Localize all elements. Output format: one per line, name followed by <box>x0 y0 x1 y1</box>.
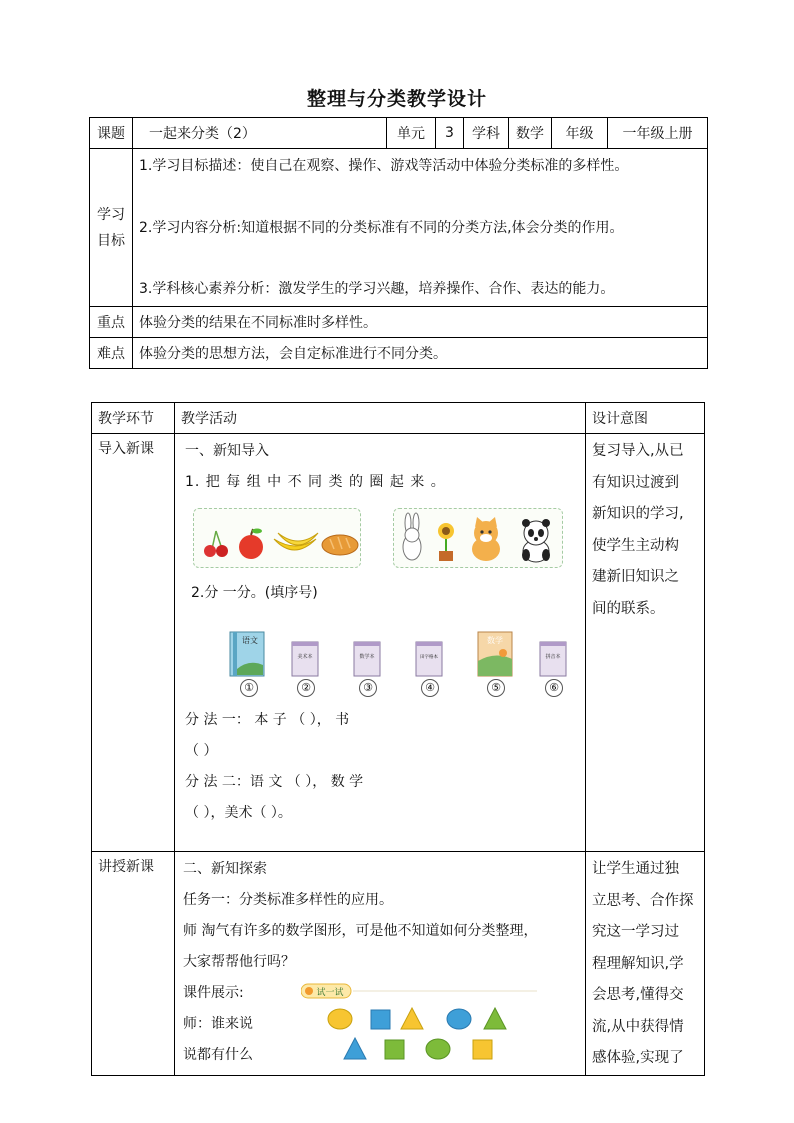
grade-value: 一年级上册 <box>608 118 708 149</box>
yellow-triangle <box>401 1008 423 1029</box>
method-one-line-2: （ ） <box>185 743 218 759</box>
apple-icon <box>239 529 263 560</box>
cherry-icon <box>204 531 228 557</box>
stage-intro: 导入新课 <box>92 434 175 852</box>
subject-value: 数学 <box>509 118 552 149</box>
rabbit-icon <box>403 513 421 560</box>
new-teacher-line-2: 大家帮帮他行吗？ <box>183 954 295 970</box>
method-one-line-1: 分 法 一： 本 子 （ ）， 书 <box>185 712 350 728</box>
sunflower-icon <box>438 523 454 561</box>
topic-label: 课题 <box>90 118 133 149</box>
goals-content <box>133 149 708 307</box>
green-triangle <box>484 1008 506 1029</box>
topic-value: 一起来分类（2） <box>133 118 387 149</box>
difficulty-value: 体验分类的思想方法，会自定标准进行不同分类。 <box>133 338 708 369</box>
books-figure <box>185 625 577 697</box>
yellow-circle <box>328 1009 352 1029</box>
book-label-1: 语文 <box>242 636 258 645</box>
green-square <box>385 1040 404 1059</box>
blue-circle <box>447 1009 471 1029</box>
shapes-figure <box>301 978 545 1070</box>
grid-notebook-icon <box>415 641 443 694</box>
cat-icon <box>472 517 500 561</box>
method-two-line-1: 分 法 二：语 文 （ ）， 数 学 <box>185 774 364 790</box>
lesson-info-table <box>89 117 708 369</box>
key-label: 重点 <box>90 307 133 338</box>
book-num-5: ⑤ <box>487 679 505 697</box>
yellow-square <box>473 1040 492 1059</box>
pinyin-notebook-icon <box>539 641 567 694</box>
goals-label: 学习 目标 <box>90 149 133 307</box>
art-notebook-icon <box>291 641 319 694</box>
food-group-card <box>193 508 361 568</box>
intro-task-1: 1. 把 每 组 中 不 同 类 的 圈 起 来 。 <box>185 474 446 490</box>
math-notebook-icon <box>353 641 381 694</box>
unit-label: 单元 <box>387 118 436 149</box>
new-teacher-line-1: 师 淘气有许多的数学图形，可是他不知道如何分类整理， <box>183 923 538 939</box>
book-label-2: 美术本 <box>297 654 313 660</box>
book-label-6: 拼音本 <box>545 654 561 660</box>
blue-triangle <box>344 1038 366 1059</box>
book-num-2: ② <box>297 679 315 697</box>
header-stage: 教学环节 <box>92 403 175 434</box>
book-label-5: 数学 <box>487 636 503 645</box>
book-num-4: ④ <box>421 679 439 697</box>
book-label-4: 田字格本 <box>420 655 438 660</box>
unit-value: 3 <box>436 118 464 149</box>
header-design: 设计意图 <box>586 403 705 434</box>
header-activity: 教学活动 <box>175 403 586 434</box>
bread-icon <box>322 535 358 555</box>
activity-intro <box>175 434 586 852</box>
circle-items-figure <box>185 508 577 574</box>
teaching-plan-table <box>91 402 705 1076</box>
design-new: 让学生通过独 立思考、合作探 究这一学习过 程理解知识,学 会思考,懂得交 流,从中获得情 感体验,实现了 <box>586 852 705 1076</box>
goal-3: 3.学科核心素养分析：激发学生的学习兴趣，培养操作、合作、表达的能力。 <box>139 281 615 297</box>
stage-new: 讲授新课 <box>92 852 175 1076</box>
difficulty-label: 难点 <box>90 338 133 369</box>
book-num-1: ① <box>240 679 258 697</box>
new-task-1: 任务一：分类标准多样性的应用。 <box>183 892 393 908</box>
panda-icon <box>522 519 550 562</box>
grade-label: 年级 <box>552 118 608 149</box>
green-circle <box>426 1039 450 1059</box>
star-icon <box>305 987 313 995</box>
courseware-label: 课件展示: <box>183 985 244 1001</box>
animal-group-card <box>393 508 563 568</box>
book-num-6: ⑥ <box>545 679 563 697</box>
activity-new <box>175 852 586 1076</box>
try-banner-label: 试一试 <box>316 988 344 998</box>
key-value: 体验分类的结果在不同标准时多样性。 <box>133 307 708 338</box>
goal-2: 2.学习内容分析:知道根据不同的分类标准有不同的分类方法,体会分类的作用。 <box>139 220 624 236</box>
page-title: 整理与分类教学设计 <box>306 88 487 110</box>
book-label-3: 数学本 <box>359 654 375 660</box>
intro-task-2: 2.分 一分。(填序号) <box>191 585 318 601</box>
new-heading: 二、新知探索 <box>183 861 267 877</box>
design-intro: 复习导入,从已 有知识过渡到 新知识的学习, 使学生主动构 建新旧知识之 间的联系。 <box>586 434 705 852</box>
intro-heading: 一、新知导入 <box>185 443 269 459</box>
teacher-question-2: 说都有什么 <box>183 1047 253 1063</box>
goal-1: 1.学习目标描述：使自己在观察、操作、游戏等活动中体验分类标准的多样性。 <box>139 158 629 174</box>
teacher-question-1: 师：谁来说 <box>183 1016 253 1032</box>
math-book-icon <box>477 631 513 694</box>
method-two-line-2: （ ），美术（ ）。 <box>185 805 292 821</box>
blue-square <box>371 1010 390 1029</box>
subject-label: 学科 <box>464 118 509 149</box>
chinese-book-icon <box>229 631 267 694</box>
banana-icon <box>274 533 318 550</box>
book-num-3: ③ <box>359 679 377 697</box>
